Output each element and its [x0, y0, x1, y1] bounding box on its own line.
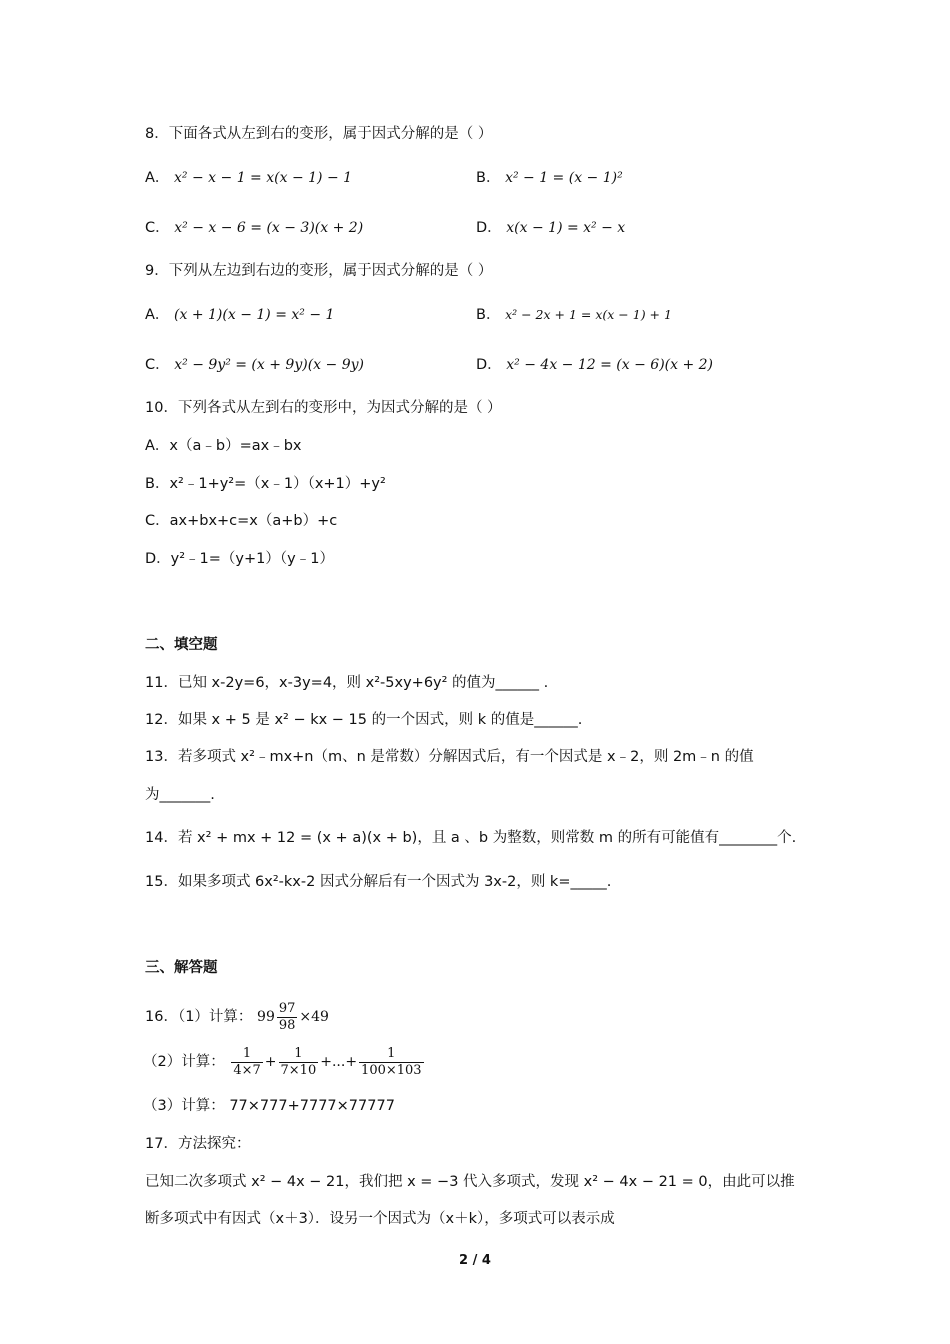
q16-part1-fraction [277, 1001, 298, 1034]
fraction-numerator: 1 [387, 1045, 396, 1061]
q9-option-c [145, 355, 364, 375]
q17-line2: 断多项式中有因式（x＋3）．设另一个因式为（x＋k），多项式可以表示成 [145, 1211, 615, 1227]
fraction-denominator: 100×103 [361, 1062, 422, 1078]
option-label: C． [145, 357, 170, 373]
q14: 14．若 x² + mx + 12 = (x + a)(x + b)，且 a 、b 为整数，则常数 m 的所有可能值有________个. [145, 830, 797, 846]
page-number: 2 / 4 [459, 1253, 491, 1268]
q8-stem: 8．下面各式从左到右的变形，属于因式分解的是（ ） [145, 126, 493, 142]
fraction-numerator: 97 [278, 1000, 296, 1016]
q10-option-d: D．y²﹣1=（y+1）（y﹣1） [145, 551, 334, 567]
q9-option-a [145, 305, 334, 325]
q9-a-expression: (x + 1)(x − 1) = x² − 1 [174, 307, 335, 323]
q16-part3: （3）计算： 77×777+7777×77777 [143, 1098, 395, 1114]
q16-part2 [143, 1042, 426, 1082]
q9-d-expression: x² − 4x − 12 = (x − 6)(x + 2) [506, 357, 714, 373]
plus-sign: + [264, 1054, 277, 1070]
option-label: C． [145, 220, 170, 236]
fraction-denominator: 4×7 [233, 1062, 261, 1078]
q8-d-expression: x(x − 1) = x² − x [506, 220, 626, 236]
fraction-denominator: 7×10 [280, 1062, 317, 1078]
option-label: A． [145, 170, 170, 186]
q10-option-b: B．x²﹣1+y²=（x﹣1）（x+1）+y² [145, 476, 386, 492]
q9-option-d [476, 355, 713, 375]
option-label: B． [476, 307, 501, 323]
q8-b-expression: x² − 1 = (x − 1)² [505, 170, 623, 186]
q9-c-expression: x² − 9y² = (x + 9y)(x − 9y) [174, 357, 364, 373]
fraction-numerator: 1 [242, 1045, 252, 1061]
q16-part2-fraction-3 [359, 1046, 424, 1079]
q17-stem: 17．方法探究： [145, 1136, 251, 1152]
option-label: D． [476, 220, 502, 236]
q8-option-a [145, 168, 352, 188]
option-label: B． [476, 170, 501, 186]
q17-line1: 已知二次多项式 x² − 4x − 21，我们把 x = −3 代入多项式，发现 x² − 4x − 21 = 0，由此可以推 [145, 1174, 795, 1190]
q16-part1-label: 16．（1）计算： [145, 1009, 253, 1025]
q9-stem: 9．下列从左边到右边的变形，属于因式分解的是（ ） [145, 263, 493, 279]
q13-line2: 为_______. [145, 787, 215, 803]
option-label: A． [145, 307, 170, 323]
q15: 15．如果多项式 6x²-kx-2 因式分解后有一个因式为 3x-2，则 k=_____. [145, 874, 612, 890]
fraction-numerator: 1 [294, 1045, 303, 1061]
q16-part1-rest: ×49 [299, 1009, 329, 1025]
q10-option-c: C．ax+bx+c=x（a+b）+c [145, 513, 338, 529]
q9-b-expression: x² − 2x + 1 = x(x − 1) + 1 [505, 307, 672, 322]
q8-option-d [476, 218, 625, 238]
q8-option-c [145, 218, 363, 238]
section-heading-solve: 三、解答题 [145, 960, 218, 976]
option-label: D． [476, 357, 502, 373]
q16-part2-label: （2）计算： [143, 1054, 225, 1070]
q16-part1 [145, 1000, 329, 1034]
q9-option-b [476, 305, 672, 325]
q11: 11．已知 x-2y=6，x-3y=4，则 x²-5xy+6y² 的值为______ . [145, 675, 549, 691]
q13-line1: 13．若多项式 x²﹣mx+n（m、n 是常数）分解因式后，有一个因式是 x﹣2，则 2m﹣n 的值 [145, 749, 754, 765]
q10-stem: 10．下列各式从左到右的变形中，为因式分解的是（ ） [145, 400, 502, 416]
q16-part1-whole: 99 [257, 1009, 275, 1025]
q16-part2-fraction-1 [231, 1046, 262, 1079]
q16-part2-fraction-2 [279, 1046, 319, 1079]
q8-c-expression: x² − x − 6 = (x − 3)(x + 2) [174, 220, 364, 236]
q10-option-a: A．x（a﹣b）=ax﹣bx [145, 438, 302, 454]
fraction-denominator: 98 [278, 1017, 296, 1033]
q8-a-expression: x² − x − 1 = x(x − 1) − 1 [174, 170, 353, 186]
q8-option-b [476, 168, 623, 188]
section-heading-fill-in: 二、填空题 [145, 637, 218, 653]
ellipsis-plus: +...+ [320, 1054, 358, 1070]
q12: 12．如果 x + 5 是 x² − kx − 15 的一个因式，则 k 的值是______. [145, 712, 583, 728]
